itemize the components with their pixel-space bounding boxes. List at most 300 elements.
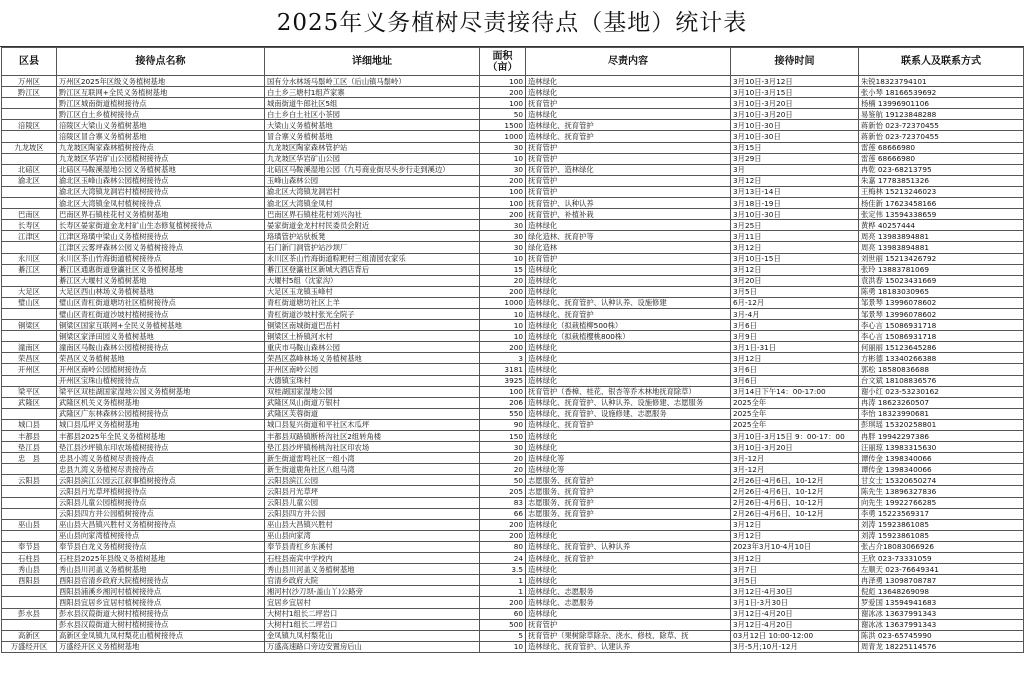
cell-contact: 谢冰冰 13637991343 — [859, 608, 1024, 619]
table-row — [2, 286, 1024, 297]
cell-area: 200 — [480, 286, 526, 297]
cell-duty-content: 抚育管护 — [526, 98, 731, 109]
table-row — [2, 619, 1024, 630]
cell-reception-time: 3月10日-30日 — [731, 131, 859, 142]
cell-reception-time: 2025全年 — [731, 397, 859, 408]
cell-area: 30 — [480, 231, 526, 242]
table-row — [2, 87, 1024, 98]
cell-contact: 雷莲 68666980 — [859, 153, 1024, 164]
cell-duty-content: 造林绿化 — [526, 275, 731, 286]
cell-site-name: 潼南区马鞍山森林公园植树接待点 — [57, 342, 265, 353]
cell-reception-time: 3月-4月 — [731, 308, 859, 319]
cell-duty-content: 抚育管护 — [526, 253, 731, 264]
cell-address: 新生街道雷鸣社区一组小湾 — [265, 453, 480, 464]
cell-area: 200 — [480, 342, 526, 353]
cell-reception-time: 3月6日 — [731, 364, 859, 375]
cell-district: 巫山县 — [2, 519, 57, 530]
cell-duty-content: 造林绿化 — [526, 431, 731, 442]
cell-site-name: 綦江区通惠街道登瀛社区义务植树基地 — [57, 264, 265, 275]
table-row — [2, 630, 1024, 641]
cell-address: 石门新门洞管护站沙坝厂 — [265, 242, 480, 253]
table-row — [2, 275, 1024, 286]
cell-area: 100 — [480, 198, 526, 209]
cell-contact: 李勇 15223569317 — [859, 508, 1024, 519]
cell-contact: 陈勇 18183030965 — [859, 286, 1024, 297]
cell-district — [2, 530, 57, 541]
cell-contact: 李心言 15086931718 — [859, 331, 1024, 342]
cell-reception-time: 2月26日-4月6日、10-12月 — [731, 508, 859, 519]
cell-site-name: 彭水县汉葭街道大树村植树接待点 — [57, 619, 265, 630]
cell-duty-content: 造林绿化 — [526, 76, 731, 87]
cell-duty-content: 造林绿化、抚育管护、认种认养 — [526, 541, 731, 552]
cell-duty-content: 造林绿化、抚育管护 — [526, 419, 731, 430]
cell-district: 綦江区 — [2, 264, 57, 275]
cell-reception-time: 3月1日-31日 — [731, 342, 859, 353]
cell-contact: 杨佳新 17623458166 — [859, 198, 1024, 209]
cell-contact: 谢小红 023-53230162 — [859, 386, 1024, 397]
cell-address: 铜梁区土桥镇河水村 — [265, 331, 480, 342]
cell-duty-content: 志愿服务、抚育管护 — [526, 475, 731, 486]
cell-site-name: 荣昌区义务植树基地 — [57, 353, 265, 364]
cell-area: 80 — [480, 541, 526, 552]
cell-site-name: 奉节县白龙义务植树接待点 — [57, 541, 265, 552]
cell-address: 垫江县沙坪镇杨桃沟社区印农场 — [265, 442, 480, 453]
cell-duty-content: 造林绿化 — [526, 442, 731, 453]
cell-contact: 张占介18083066926 — [859, 541, 1024, 552]
cell-district — [2, 331, 57, 342]
cell-area: 10 — [480, 153, 526, 164]
cell-area: 10 — [480, 320, 526, 331]
cell-reception-time: 3月6日 — [731, 375, 859, 386]
cell-contact: 谭传金 1398340066 — [859, 464, 1024, 475]
cell-duty-content: 造林绿化（拟栽植樱桃800株） — [526, 331, 731, 342]
cell-area: 30 — [480, 242, 526, 253]
cell-reception-time: 3月29日 — [731, 153, 859, 164]
cell-contact: 汪丽琼 13983315630 — [859, 442, 1024, 453]
cell-site-name: 忠县小湾义务植树尽责接待点 — [57, 453, 265, 464]
cell-duty-content: 抚育管护（香樟、桂花、银杏等乔木林地抚育除草） — [526, 386, 731, 397]
cell-reception-time: 3月 — [731, 164, 859, 175]
cell-district — [2, 408, 57, 419]
cell-district: 璧山区 — [2, 297, 57, 308]
cell-site-name: 涪陵区大梁山义务植树基地 — [57, 120, 265, 131]
cell-site-name: 武隆区机关义务植树基地 — [57, 397, 265, 408]
cell-address: 官清乡政府大院 — [265, 575, 480, 586]
table-row — [2, 530, 1024, 541]
cell-address: 九龙坡区陶家森林管护站 — [265, 142, 480, 153]
cell-district: 黔江区 — [2, 87, 57, 98]
cell-duty-content: 造林绿化 — [526, 519, 731, 530]
cell-site-name: 北碚区马鞍溪湿地公园义务植树基地 — [57, 164, 265, 175]
cell-duty-content: 绿化造林 — [526, 242, 731, 253]
cell-duty-content: 抚育管护 — [526, 186, 731, 197]
cell-address: 新生街道鹿角社区八组马湾 — [265, 464, 480, 475]
cell-site-name: 璧山区青杠街道塘坊社区植树接待点 — [57, 297, 265, 308]
cell-area: 10 — [480, 641, 526, 652]
cell-district — [2, 186, 57, 197]
cell-duty-content: 造林绿化、志愿服务 — [526, 597, 731, 608]
cell-address: 綦江区登瀛社区新城大酒店背后 — [265, 264, 480, 275]
cell-site-name: 巫山县大昌镇兴胜村义务植树接待点 — [57, 519, 265, 530]
cell-reception-time: 3月15日 — [731, 142, 859, 153]
cell-address: 云阳县儿童公园 — [265, 497, 480, 508]
cell-district: 彭水县 — [2, 608, 57, 619]
cell-address: 重庆市马鞍山森林公园 — [265, 342, 480, 353]
cell-reception-time: 3月10日-3月15日 — [731, 87, 859, 98]
cell-duty-content: 造林绿化等 — [526, 453, 731, 464]
cell-reception-time: 2月26日-4月6日、10-12月 — [731, 497, 859, 508]
cell-duty-content: 造林绿化、抚育管护、认建认养 — [526, 641, 731, 652]
cell-address: 大树村1组长二坪岩口 — [265, 608, 480, 619]
cell-area: 3925 — [480, 375, 526, 386]
cell-contact: 蒋新怡 023-72370455 — [859, 120, 1024, 131]
cell-address: 秀山县川河盖义务植树基地 — [265, 564, 480, 575]
cell-reception-time: 3月20日 — [731, 275, 859, 286]
cell-area: 3181 — [480, 364, 526, 375]
cell-duty-content: 抚育管护（果树除草除杂、浇水、修枝、除草、抚 — [526, 630, 731, 641]
cell-area: 1000 — [480, 131, 526, 142]
table-row — [2, 353, 1024, 364]
cell-site-name: 开州区南岭公园植树接待点 — [57, 364, 265, 375]
table-row — [2, 120, 1024, 131]
cell-duty-content: 造林绿化 — [526, 286, 731, 297]
cell-district — [2, 486, 57, 497]
cell-address: 金凤镇九凤村梨花山 — [265, 630, 480, 641]
cell-contact: 易鉴航 19123848288 — [859, 109, 1024, 120]
cell-contact: 方彬德 13340266388 — [859, 353, 1024, 364]
cell-contact: 李心言 15086931718 — [859, 320, 1024, 331]
cell-contact: 甘女士 15320650274 — [859, 475, 1024, 486]
cell-site-name: 黔江区城南街道植树接待点 — [57, 98, 265, 109]
cell-duty-content: 造林绿化、抚育管护 — [526, 131, 731, 142]
cell-site-name: 垫江县沙坪镇东印农场植树接待点 — [57, 442, 265, 453]
cell-site-name: 石柱县2025年县级义务植树基地 — [57, 553, 265, 564]
table-row — [2, 375, 1024, 386]
cell-area: 3.5 — [480, 564, 526, 575]
cell-address: 武隆区芙蓉街道 — [265, 408, 480, 419]
cell-reception-time: 2025全年 — [731, 419, 859, 430]
cell-site-name: 忠县九湾义务植树尽责接待点 — [57, 464, 265, 475]
cell-address: 巫山县向家湾 — [265, 530, 480, 541]
cell-address: 九龙坡区华岩矿山公园 — [265, 153, 480, 164]
cell-district: 铜梁区 — [2, 320, 57, 331]
cell-area: 15 — [480, 264, 526, 275]
cell-district: 江津区 — [2, 231, 57, 242]
cell-district: 垫江县 — [2, 442, 57, 453]
cell-address: 城口县复兴街道和平社区木瓜坪 — [265, 419, 480, 430]
cell-contact: 陈洪 023-65745990 — [859, 630, 1024, 641]
cell-district: 大足区 — [2, 286, 57, 297]
table-row — [2, 508, 1024, 519]
cell-site-name: 高新区金凤镇九凤村梨花山植树接待点 — [57, 630, 265, 641]
cell-address: 云阳县滨江公园 — [265, 475, 480, 486]
table-row — [2, 564, 1024, 575]
cell-address: 冒合寨义务植树基地 — [265, 131, 480, 142]
cell-address: 白土乡白土社区小茶园 — [265, 109, 480, 120]
table-row — [2, 442, 1024, 453]
column-header-contact: 联系人及联系方式 — [859, 48, 1024, 76]
cell-area: 550 — [480, 408, 526, 419]
table-row — [2, 164, 1024, 175]
cell-duty-content: 抚育管护 — [526, 142, 731, 153]
cell-area: 20 — [480, 275, 526, 286]
cell-area: 30 — [480, 220, 526, 231]
table-row — [2, 175, 1024, 186]
cell-area: 100 — [480, 76, 526, 87]
table-row — [2, 386, 1024, 397]
cell-site-name: 云阳县月光草坪植树接待点 — [57, 486, 265, 497]
cell-district — [2, 198, 57, 209]
table-row — [2, 109, 1024, 120]
cell-duty-content: 造林绿化 — [526, 530, 731, 541]
cell-district — [2, 131, 57, 142]
table-row — [2, 153, 1024, 164]
table-row — [2, 308, 1024, 319]
table-row — [2, 231, 1024, 242]
cell-contact: 谢冰冰 13637991343 — [859, 619, 1024, 630]
cell-contact: 张定伟 13594338659 — [859, 209, 1024, 220]
cell-duty-content: 造林绿化、志愿服务 — [526, 586, 731, 597]
cell-district: 长寿区 — [2, 220, 57, 231]
cell-address: 荣昌区荔峰林场义务植树基地 — [265, 353, 480, 364]
cell-address: 渝北区大湾镇金凤村 — [265, 198, 480, 209]
cell-address: 云阳县四方井公园 — [265, 508, 480, 519]
cell-site-name: 开州区宝珠山植树接待点 — [57, 375, 265, 386]
cell-area: 100 — [480, 186, 526, 197]
table-row — [2, 597, 1024, 608]
cell-duty-content: 抚育管护 — [526, 175, 731, 186]
cell-address: 大足区玉龙镇玉峰村 — [265, 286, 480, 297]
cell-reception-time: 3月5日 — [731, 575, 859, 586]
column-header-duty-content: 尽责内容 — [526, 48, 731, 76]
cell-district — [2, 109, 57, 120]
cell-reception-time: 3月6日 — [731, 320, 859, 331]
cell-reception-time: 3月10日-30日 — [731, 209, 859, 220]
cell-area: 500 — [480, 619, 526, 630]
column-header-area: 面积（亩） — [480, 48, 526, 76]
table-row — [2, 198, 1024, 209]
cell-district: 万州区 — [2, 76, 57, 87]
cell-site-name: 云阳县儿童公园植树接待点 — [57, 497, 265, 508]
table-row — [2, 297, 1024, 308]
cell-area: 50 — [480, 475, 526, 486]
cell-site-name: 彭水县汉葭街道大树村植树接待点 — [57, 608, 265, 619]
cell-contact: 杨楠 13996901106 — [859, 98, 1024, 109]
cell-site-name: 綦江区大堰村义务植树基地 — [57, 275, 265, 286]
cell-address: 永川区茶山竹海街道粽粑村三组清园农家乐 — [265, 253, 480, 264]
cell-area: 200 — [480, 175, 526, 186]
cell-address: 晏家街道金龙村村民委员会附近 — [265, 220, 480, 231]
cell-duty-content: 志愿服务、抚育管护 — [526, 497, 731, 508]
cell-site-name: 酉阳县浦溪乡湘河村植树接待点 — [57, 586, 265, 597]
cell-contact: 王梅林 15213246023 — [859, 186, 1024, 197]
cell-reception-time: 3月10日-15日 — [731, 253, 859, 264]
cell-area: 200 — [480, 530, 526, 541]
table-row — [2, 497, 1024, 508]
cell-district: 秀山县 — [2, 564, 57, 575]
cell-district: 武隆区 — [2, 397, 57, 408]
cell-duty-content: 造林绿化 — [526, 564, 731, 575]
cell-district: 云阳县 — [2, 475, 57, 486]
cell-duty-content: 抚育管护、补植补栽 — [526, 209, 731, 220]
table-row — [2, 364, 1024, 375]
cell-site-name: 武隆区广东林森林公园植树接待点 — [57, 408, 265, 419]
cell-area: 1000 — [480, 297, 526, 308]
cell-area: 90 — [480, 419, 526, 430]
cell-reception-time: 3月12日-4月20日 — [731, 619, 859, 630]
cell-address: 云阳县月光草坪 — [265, 486, 480, 497]
cell-reception-time: 2025全年 — [731, 408, 859, 419]
cell-duty-content: 造林绿化 — [526, 220, 731, 231]
cell-reception-time: 3月10日-3月15日 9：00-17：00 — [731, 431, 859, 442]
cell-duty-content: 抚育管护、造林绿化 — [526, 164, 731, 175]
cell-reception-time: 03月12日 10:00-12:00 — [731, 630, 859, 641]
cell-site-name: 万盛经开区义务植树基地 — [57, 641, 265, 652]
cell-contact: 周亮 13983894881 — [859, 242, 1024, 253]
cell-contact: 罗爱国 13594941683 — [859, 597, 1024, 608]
cell-area: 100 — [480, 386, 526, 397]
table-row — [2, 486, 1024, 497]
table-row — [2, 475, 1024, 486]
cell-district: 梁平区 — [2, 386, 57, 397]
cell-site-name: 长寿区晏家街道金龙村矿山生态修复植树接待点 — [57, 220, 265, 231]
table-row — [2, 431, 1024, 442]
cell-site-name: 渝北区玉峰山森林公园植树接待点 — [57, 175, 265, 186]
cell-reception-time: 3月12日-4月30日 — [731, 586, 859, 597]
cell-contact: 冉涛 18623260507 — [859, 397, 1024, 408]
cell-address: 铜梁区南城街道巴岳村 — [265, 320, 480, 331]
cell-area: 205 — [480, 486, 526, 497]
cell-duty-content: 造林绿化、抚育管护 — [526, 553, 731, 564]
cell-district: 忠 县 — [2, 453, 57, 464]
column-header-address: 详细地址 — [265, 48, 480, 76]
table-row — [2, 641, 1024, 652]
cell-area: 200 — [480, 87, 526, 98]
cell-address: 大树村1组长二坪岩口 — [265, 619, 480, 630]
table-row — [2, 264, 1024, 275]
cell-address: 巫山县大昌镇兴胜村 — [265, 519, 480, 530]
column-header-district: 区县 — [2, 48, 57, 76]
cell-duty-content: 造林绿化（拟栽植柳500株） — [526, 320, 731, 331]
cell-area: 30 — [480, 164, 526, 175]
table-row — [2, 575, 1024, 586]
cell-contact: 蒋新怡 023-72370455 — [859, 131, 1024, 142]
table-row — [2, 331, 1024, 342]
cell-district — [2, 508, 57, 519]
cell-site-name: 涪陵区冒合寨义务植树基地 — [57, 131, 265, 142]
cell-area: 150 — [480, 431, 526, 442]
table-row — [2, 519, 1024, 530]
cell-site-name: 大足区西山林场义务植树基地 — [57, 286, 265, 297]
cell-area: 10 — [480, 331, 526, 342]
cell-area: 20 — [480, 453, 526, 464]
cell-area: 66 — [480, 508, 526, 519]
cell-reception-time: 3月12日 — [731, 553, 859, 564]
column-header-site-name: 接待点名称 — [57, 48, 265, 76]
cell-reception-time: 3月14日下午14：00-17:00 — [731, 386, 859, 397]
table-row — [2, 253, 1024, 264]
cell-area: 1 — [480, 586, 526, 597]
table-row — [2, 464, 1024, 475]
cell-area: 83 — [480, 497, 526, 508]
cell-contact: 冉泽勇 13098708787 — [859, 575, 1024, 586]
cell-site-name: 巴南区界石镇桂花村义务植树基地 — [57, 209, 265, 220]
cell-address: 丰都县双路镇断桥沟社区2组转角楼 — [265, 431, 480, 442]
cell-contact: 袁洪春 15023431669 — [859, 275, 1024, 286]
cell-duty-content: 造林绿化 — [526, 353, 731, 364]
cell-district: 奉节县 — [2, 541, 57, 552]
cell-district — [2, 375, 57, 386]
cell-district: 城口县 — [2, 419, 57, 430]
cell-area: 5 — [480, 630, 526, 641]
cell-reception-time: 3月10日-30日 — [731, 120, 859, 131]
cell-contact: 周青龙 18225114576 — [859, 641, 1024, 652]
cell-contact: 邹景琴 13996078602 — [859, 308, 1024, 319]
cell-district — [2, 98, 57, 109]
cell-district: 石柱县 — [2, 553, 57, 564]
cell-area: 100 — [480, 98, 526, 109]
cell-district: 丰都县 — [2, 431, 57, 442]
cell-reception-time: 2月26日-4月6日、10-12月 — [731, 475, 859, 486]
cell-reception-time: 3月9日 — [731, 331, 859, 342]
cell-contact: 左顺天 023-76649341 — [859, 564, 1024, 575]
cell-district: 潼南区 — [2, 342, 57, 353]
cell-contact: 张小琴 18166539692 — [859, 87, 1024, 98]
cell-reception-time: 3月12日 — [731, 353, 859, 364]
cell-reception-time: 3月7日 — [731, 564, 859, 575]
cell-duty-content: 造林绿化 — [526, 575, 731, 586]
cell-reception-time: 3月25日 — [731, 220, 859, 231]
cell-area: 200 — [480, 209, 526, 220]
cell-duty-content: 造林绿化、抚育管护 — [526, 120, 731, 131]
cell-area: 30 — [480, 442, 526, 453]
cell-contact: 刘涛 15923861085 — [859, 530, 1024, 541]
cell-site-name: 丰都县2025年全民义务植树基地 — [57, 431, 265, 442]
cell-contact: 张玲 13883781069 — [859, 264, 1024, 275]
cell-site-name: 酉阳县官清乡政府大院植树接待点 — [57, 575, 265, 586]
cell-district: 高新区 — [2, 630, 57, 641]
cell-address: 武隆区凤山街道万银村 — [265, 397, 480, 408]
cell-site-name: 巫山县向家湾植树接待点 — [57, 530, 265, 541]
cell-site-name: 铜梁区国家互联网+全民义务植树基地 — [57, 320, 265, 331]
table-row — [2, 586, 1024, 597]
cell-area: 50 — [480, 109, 526, 120]
cell-site-name: 黔江区互联网+全民义务植树基地 — [57, 87, 265, 98]
cell-site-name: 江津区云雾坪森林公园义务植树接待点 — [57, 242, 265, 253]
cell-duty-content: 造林绿化 — [526, 364, 731, 375]
cell-contact: 李怡 18323990681 — [859, 408, 1024, 419]
cell-district: 北碚区 — [2, 164, 57, 175]
table-header-row — [2, 48, 1024, 76]
cell-reception-time: 2023年3月10-4月10日 — [731, 541, 859, 552]
cell-duty-content: 造林绿化、抚育管护、认种认养、设施修建 — [526, 297, 731, 308]
cell-duty-content: 造林绿化、抚育管护、认种认养、设施修建、志愿服务 — [526, 397, 731, 408]
cell-duty-content: 抚育管护 — [526, 619, 731, 630]
table-row — [2, 320, 1024, 331]
planting-sites-table — [1, 47, 1024, 653]
cell-reception-time: 6月-12月 — [731, 297, 859, 308]
cell-site-name: 云阳县四方井公园植树接待点 — [57, 508, 265, 519]
cell-reception-time: 3月1日-3月30日 — [731, 597, 859, 608]
cell-site-name: 渝北区大湾镇龙洞岩村植树接待点 — [57, 186, 265, 197]
cell-address: 大梁山义务植树基地 — [265, 120, 480, 131]
cell-address: 大堰村5组（沈家沟） — [265, 275, 480, 286]
cell-duty-content: 造林绿化 — [526, 87, 731, 98]
cell-reception-time: 3月18日-19日 — [731, 198, 859, 209]
cell-district — [2, 464, 57, 475]
cell-address: 湘河村(沙刀坝-盖山丫)公路旁 — [265, 586, 480, 597]
cell-district: 万盛经开区 — [2, 641, 57, 652]
